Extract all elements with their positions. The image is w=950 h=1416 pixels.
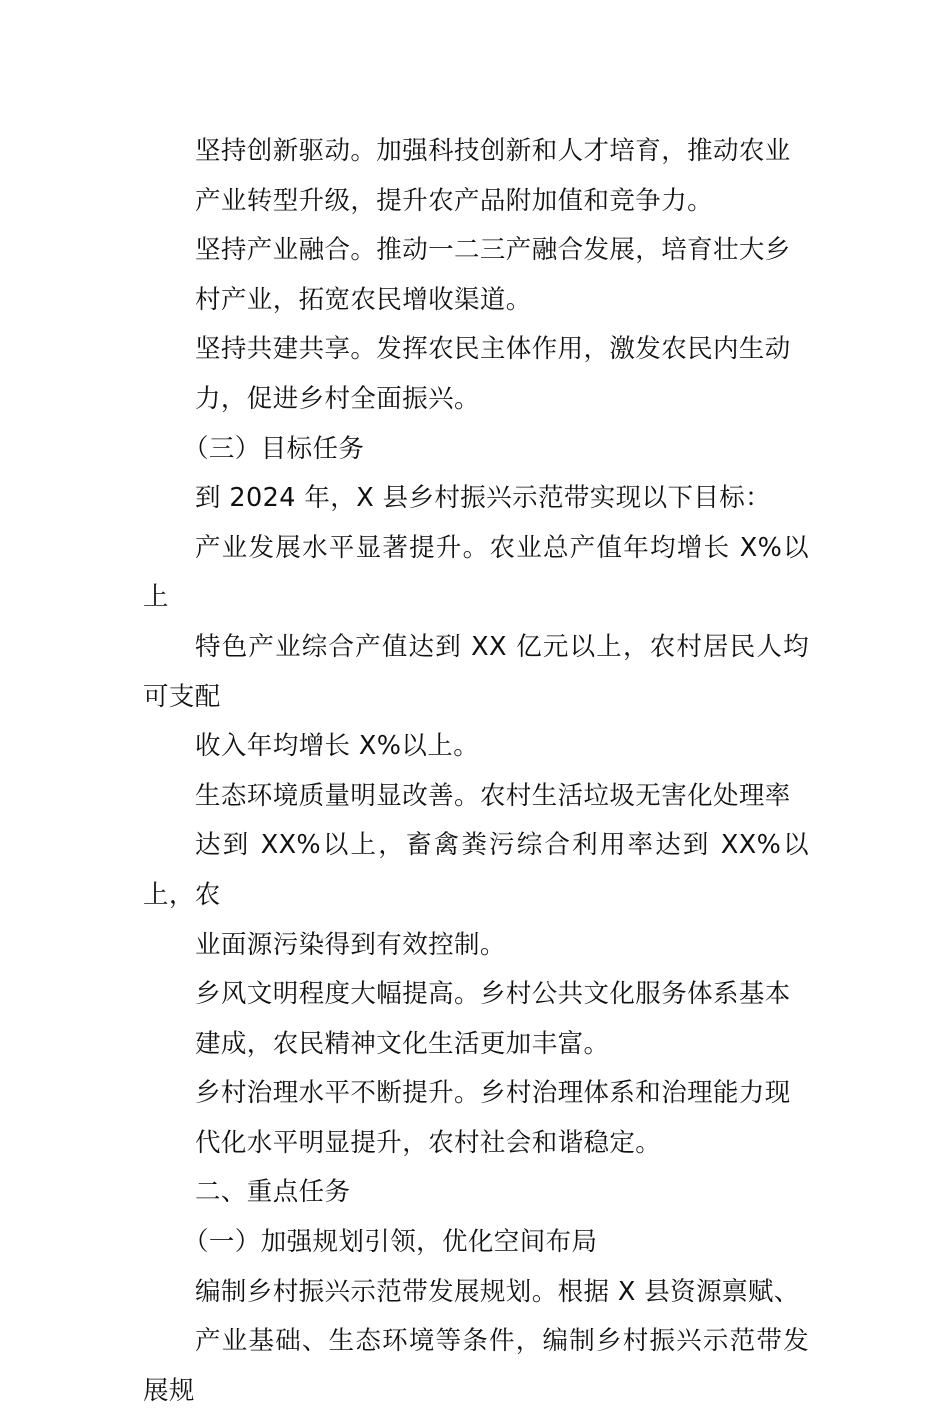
- text-line: 产业转型升级，提升农产品附加值和竞争力。: [195, 185, 714, 216]
- paragraph-industry-goal: [143, 524, 809, 772]
- text-line: 达到 XX%以上，畜禽粪污综合利用率达到 XX%以上，农: [143, 830, 809, 910]
- paragraph-shared-development: [143, 325, 809, 424]
- text-line: 代化水平明显提升，农村社会和谐稳定。: [195, 1127, 662, 1158]
- paragraph-innovation: [143, 127, 809, 226]
- section-heading-goals: [143, 425, 809, 475]
- text-line: 业面源污染得到有效控制。: [195, 929, 506, 960]
- text-line: 坚持共建共享。发挥农民主体作用，激发农民内生动: [195, 334, 791, 365]
- text-line: 坚持创新驱动。加强科技创新和人才培育，推动农业: [195, 136, 791, 166]
- paragraph-industry-integration: [143, 226, 809, 325]
- paragraph-ecology-goal: [143, 772, 809, 970]
- text-line: 建成，农民精神文化生活更加丰富。: [195, 1028, 610, 1059]
- text-line: 力，促进乡村全面振兴。: [195, 383, 480, 414]
- subsection-heading-planning: [143, 1218, 809, 1268]
- heading-text: 二、重点任务: [195, 1177, 351, 1208]
- text-line: 生态环境质量明显改善。农村生活垃圾无害化处理率: [195, 780, 791, 811]
- paragraph-planning: [143, 1268, 809, 1416]
- text-line: 产业基础、生态环境等条件，编制乡村振兴示范带发展规: [143, 1326, 809, 1406]
- document-body: [143, 127, 809, 1416]
- text-line: 到 2024 年，X 县乡村振兴示范带实现以下目标：: [195, 483, 772, 514]
- paragraph-goals-intro: [143, 474, 809, 524]
- heading-text: （三）目标任务: [183, 433, 365, 464]
- text-line: 产业发展水平显著提升。农业总产值年均增长 X%以上: [143, 532, 809, 613]
- section-heading-key-tasks: [143, 1168, 809, 1218]
- text-line: 乡风文明程度大幅提高。乡村公共文化服务体系基本: [195, 979, 791, 1010]
- text-line: 乡村治理水平不断提升。乡村治理体系和治理能力现: [195, 1078, 791, 1109]
- text-line: 特色产业综合产值达到 XX 亿元以上，农村居民人均可支配: [143, 631, 809, 712]
- text-line: 编制乡村振兴示范带发展规划。根据 X 县资源禀赋、: [195, 1276, 800, 1307]
- heading-text: （一）加强规划引领，优化空间布局: [183, 1227, 598, 1258]
- text-line: 收入年均增长 X%以上。: [195, 731, 480, 762]
- text-line: 坚持产业融合。推动一二三产融合发展，培育壮大乡: [195, 235, 791, 266]
- text-line: 村产业，拓宽农民增收渠道。: [195, 284, 532, 315]
- paragraph-culture-goal: [143, 970, 809, 1069]
- paragraph-governance-goal: [143, 1069, 809, 1168]
